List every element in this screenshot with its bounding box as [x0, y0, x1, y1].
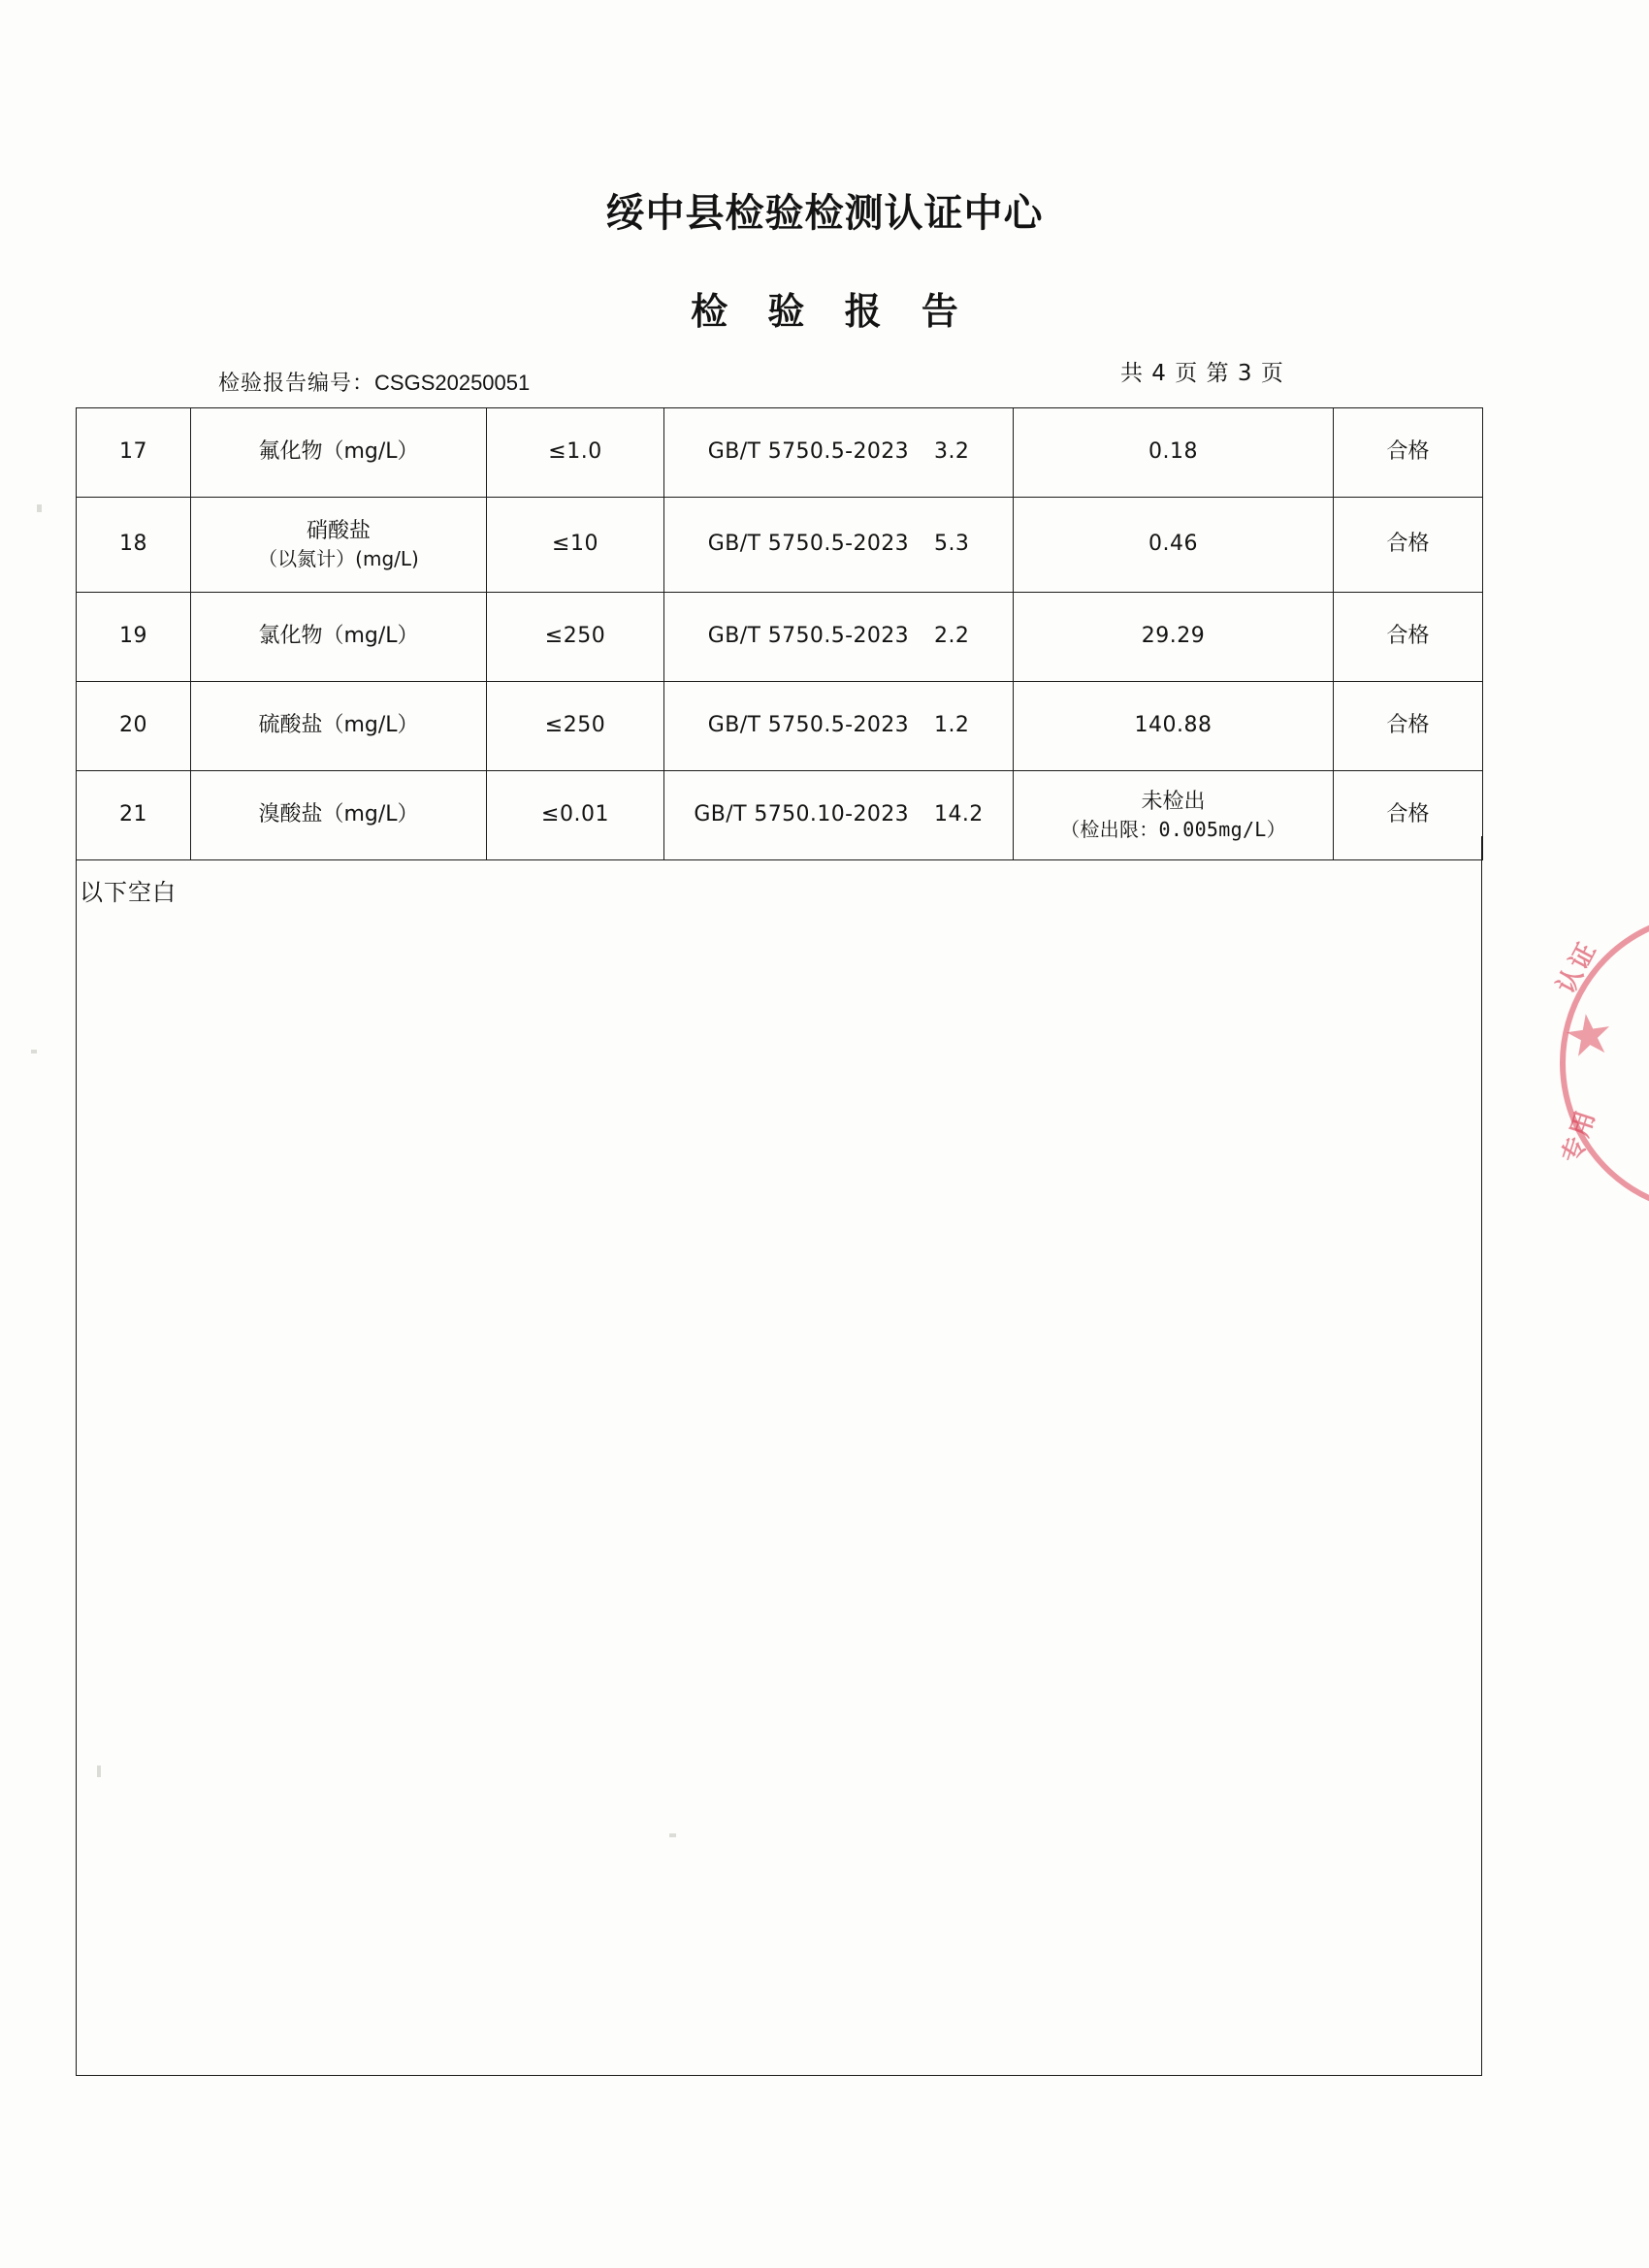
cell-verdict: 合格 [1334, 408, 1483, 498]
cell-result: 29.29 [1014, 593, 1334, 682]
method-clause: 2.2 [934, 624, 970, 649]
cell-no: 18 [77, 498, 191, 593]
report-number-label: 检验报告编号： [218, 372, 375, 396]
method-clause: 1.2 [934, 713, 970, 738]
results-table [76, 407, 1483, 860]
cell-item [191, 498, 487, 593]
results-table-wrapper [76, 407, 1482, 860]
cell-result: 0.46 [1014, 498, 1334, 593]
method-standard: GB/T 5750.5-2023 [707, 532, 910, 557]
cell-no: 21 [77, 771, 191, 860]
document-title: 检 验 报 告 [691, 290, 972, 333]
result-detection-limit: （检出限：0.005mg/L） [1060, 817, 1286, 841]
cell-limit: ≤0.01 [487, 771, 664, 860]
method-clause: 3.2 [934, 439, 970, 465]
scan-speck [31, 1050, 37, 1053]
cell-limit: ≤10 [487, 498, 664, 593]
blank-area-box [76, 836, 1482, 2076]
method-standard: GB/T 5750.5-2023 [707, 713, 910, 738]
table-row [77, 593, 1483, 682]
report-number [218, 367, 530, 397]
cell-method [664, 593, 1014, 682]
cell-item: 硫酸盐（mg/L） [191, 682, 487, 771]
item-qualifier: （以氮计）(mg/L) [258, 546, 419, 570]
cell-limit: ≤1.0 [487, 408, 664, 498]
method-standard: GB/T 5750.10-2023 [694, 802, 910, 827]
table-row [77, 498, 1483, 593]
report-number-value: CSGS20250051 [374, 371, 531, 395]
cell-verdict: 合格 [1334, 682, 1483, 771]
cell-verdict: 合格 [1334, 771, 1483, 860]
cell-no: 20 [77, 682, 191, 771]
blank-area-label: 以下空白 [80, 879, 177, 906]
method-clause: 14.2 [934, 802, 984, 827]
method-clause: 5.3 [934, 532, 970, 557]
page-indicator: 共 4 页 第 3 页 [1120, 361, 1284, 386]
cell-limit: ≤250 [487, 593, 664, 682]
cell-no: 17 [77, 408, 191, 498]
table-row [77, 682, 1483, 771]
scan-speck [37, 504, 42, 512]
seal-ring [1545, 912, 1649, 1229]
cell-method [664, 498, 1014, 593]
cell-verdict: 合格 [1334, 593, 1483, 682]
result-value: 未检出 [1141, 789, 1206, 814]
cell-method [664, 408, 1014, 498]
cell-item: 氟化物（mg/L） [191, 408, 487, 498]
cell-method [664, 682, 1014, 771]
table-row [77, 408, 1483, 498]
organization-title: 绥中县检验检测认证中心 [605, 191, 1044, 236]
cell-limit: ≤250 [487, 682, 664, 771]
official-seal-stamp [1542, 912, 1649, 1232]
item-name: 硝酸盐 [306, 518, 371, 543]
seal-text-top: 认证 [1551, 936, 1603, 999]
cell-no: 19 [77, 593, 191, 682]
cell-result: 0.18 [1014, 408, 1334, 498]
method-standard: GB/T 5750.5-2023 [707, 439, 910, 465]
method-standard: GB/T 5750.5-2023 [707, 624, 910, 649]
seal-text-bottom: 专用 [1557, 1106, 1602, 1167]
cell-result: 140.88 [1014, 682, 1334, 771]
cell-item: 氯化物（mg/L） [191, 593, 487, 682]
cell-item: 溴酸盐（mg/L） [191, 771, 487, 860]
cell-verdict: 合格 [1334, 498, 1483, 593]
